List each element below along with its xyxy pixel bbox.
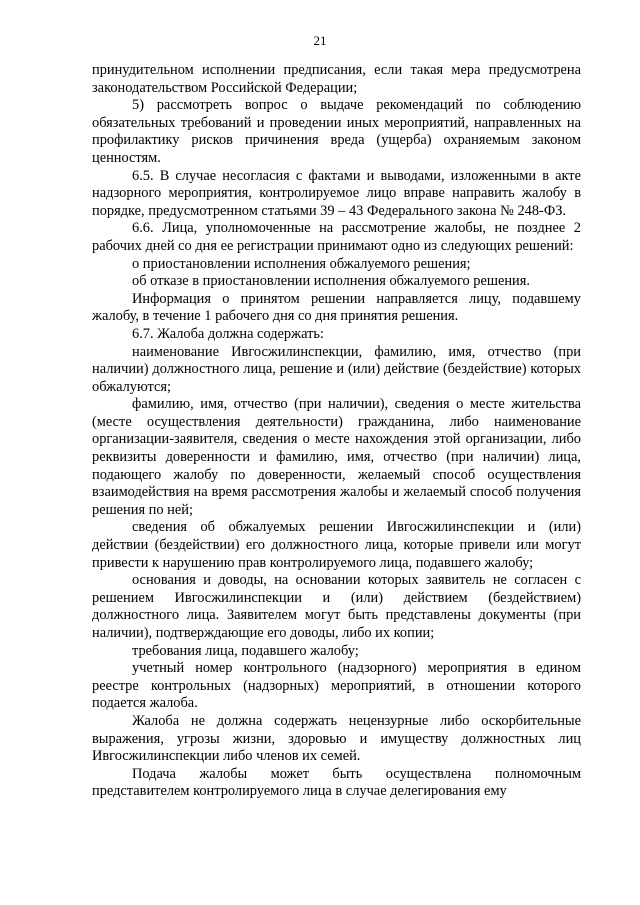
paragraph-6-5: 6.5. В случае несогласия с фактами и выводами, изложенными в акте надзорного мероприятия, контролируемое лицо вправе направить жалобу в порядке, предусмотренном статьями 39 – 43 Федерального закона № 248-ФЗ. — [92, 167, 581, 219]
decision-option-refuse: об отказе в приостановлении исполнения обжалуемого решения. — [132, 273, 530, 290]
requirement-applicant-info: фамилию, имя, отчество (при наличии), сведения о месте жительства (месте осуществления деятельности) гражданина, либо наименование организации-заявителя, сведения о месте нахождения этой организации, либо реквизиты доверенности и фамилию, имя, отчество (при наличии) лица, подающего жалобу по доверенности, желаемый способ осуществления взаимодействия на время рассмотрения жалобы и желаемый способ получения решения по ней; — [92, 396, 581, 518]
list-item-5: 5) рассмотреть вопрос о выдаче рекомендаций по соблюдению обязательных требований и проведении иных мероприятий, направленных на профилактику рисков причинения вреда (ущерба) охраняемым законом ценностям. — [92, 97, 581, 166]
paragraph-6-6: 6.6. Лица, уполномоченные на рассмотрение жалобы, не позднее 2 рабочих дней со дня ее регистрации принимают одно из следующих решений: — [92, 220, 581, 254]
paragraph-representative: Подача жалобы может быть осуществлена полномочным представителем контролируемого лица в случае делегирования ему — [92, 765, 581, 800]
requirement-decision-info: сведения об обжалуемых решении Ивгосжилинспекции и (или) действии (бездействии) его должностного лица, которые привели или могут привести к нарушению прав контролируемого лица, подавшего жалобу; — [92, 519, 581, 571]
decision-option-suspend: о приостановлении исполнения обжалуемого решения; — [132, 255, 471, 272]
requirement-agency-name: наименование Ивгосжилинспекции, фамилию, имя, отчество (при наличии) должностного лица, решение и (или) действие (бездействие) которых обжалуются; — [92, 343, 581, 395]
paragraph-prohibited-content: Жалоба не должна содержать нецензурные либо оскорбительные выражения, угрозы жизни, здоровью и имуществу должностных лиц Ивгосжилинспекции либо членов их семей. — [92, 712, 581, 765]
document-body — [92, 62, 581, 801]
requirement-grounds: основания и доводы, на основании которых заявитель не согласен с решением Ивгосжилинспекции и (или) действием (бездействием) должностного лица. Заявителем могут быть представлены документы (при наличии), подтверждающие его доводы, либо их копии; — [92, 572, 581, 641]
requirement-demands: требования лица, подавшего жалобу; — [132, 642, 359, 659]
paragraph-continuation: принудительном исполнении предписания, если такая мера предусмотрена законодательством Российской Федерации; — [92, 62, 581, 96]
requirement-registry-number: учетный номер контрольного (надзорного) мероприятия в едином реестре контрольных (надзорных) мероприятий, в отношении которого подается жалоба. — [92, 660, 581, 712]
page-number: 21 — [313, 33, 327, 48]
paragraph-6-7: 6.7. Жалоба должна содержать: — [132, 325, 324, 342]
paragraph-notification: Информация о принятом решении направляется лицу, подавшему жалобу, в течение 1 рабочего дня со дня принятия решения. — [92, 290, 581, 325]
